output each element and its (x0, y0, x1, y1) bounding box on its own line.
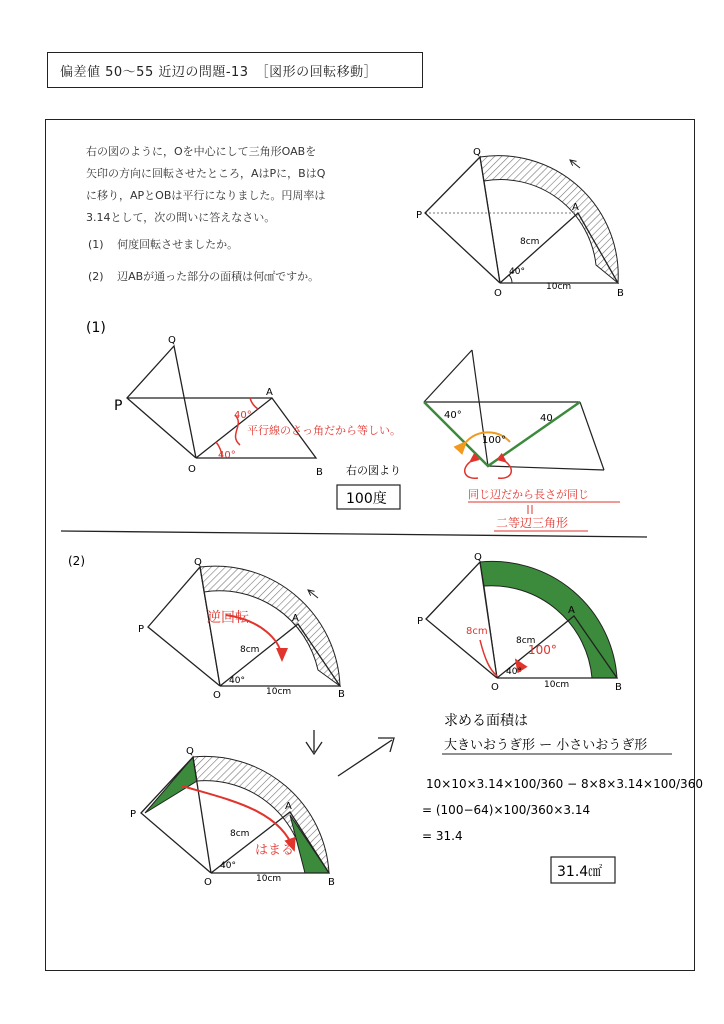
red-arc-right (498, 462, 511, 478)
triangle-OPQ (127, 346, 196, 458)
label-B: B (328, 877, 335, 888)
question-2-text: 辺ABが通った部分の面積は何㎠ですか。 (117, 270, 320, 283)
label-A: A (568, 605, 575, 616)
swept-region (480, 156, 618, 283)
label-8cm-red: 8cm (466, 626, 488, 637)
label-P: P (138, 624, 145, 635)
label-40deg-top: 40° (234, 410, 252, 421)
label-A: A (572, 202, 579, 213)
label-Q: Q (194, 557, 202, 568)
part2-heading: (2) (68, 554, 85, 568)
rotation-arrow (308, 590, 318, 598)
problem-line: に移り，APとOBは平行になりました。円周率は (86, 189, 326, 202)
figure-part1-right (424, 350, 620, 531)
question-2-number: (2) (88, 270, 104, 283)
label-O: O (491, 682, 499, 693)
answer1-text: 100度 (346, 491, 387, 507)
label-100deg: 100° (482, 435, 507, 446)
swept-region (200, 566, 340, 686)
figure-part1-left (114, 335, 401, 478)
calc-line-2: = (100−64)×100/360×3.14 (422, 803, 591, 817)
label-A: A (285, 801, 292, 812)
label-Q: Q (473, 147, 481, 158)
label-40: 40 (540, 413, 553, 424)
segment-inner (204, 592, 220, 686)
label-8cm: 8cm (230, 829, 250, 839)
label-40deg: 40° (506, 667, 522, 677)
from-figure-note: 右の図より (346, 464, 401, 477)
transition-arrows (306, 730, 394, 776)
rotation-arrow (570, 160, 580, 168)
label-40deg: 40° (444, 410, 462, 421)
fits-label: はまる (255, 843, 295, 858)
green-wedge-top (145, 757, 197, 813)
page-title-text: 偏差値 50〜55 近辺の問題-13 ［図形の回転移動］ (60, 64, 378, 80)
label-100deg-red: 100° (528, 643, 557, 657)
part1-heading: (1) (86, 320, 106, 336)
label-8cm: 8cm (520, 237, 540, 247)
label-Q: Q (168, 335, 176, 346)
label-B: B (617, 288, 624, 299)
reverse-rotation-label: 逆回転 (207, 610, 249, 626)
segment-QO (472, 350, 488, 466)
label-O: O (494, 288, 502, 299)
label-8cm: 8cm (240, 645, 260, 655)
calc-line-3: = 31.4 (422, 829, 463, 843)
label-O: O (188, 464, 196, 475)
answer2-text: 31.4㎠ (557, 864, 603, 880)
parallel-note: 平行線のさっ角だから等しい。 (247, 424, 401, 437)
problem-line: 右の図のように，Oを中心にして三角形OABを (86, 145, 317, 158)
label-40deg: 40° (229, 676, 245, 686)
label-B: B (338, 689, 345, 700)
isosceles-note: 同じ辺だから長さが同じ (468, 488, 589, 501)
label-40deg-bottom: 40° (218, 450, 236, 461)
figure-original (416, 147, 624, 299)
figure-part2-bottom (130, 746, 335, 888)
label-10cm: 10cm (266, 687, 292, 697)
label-8cm: 8cm (516, 636, 536, 646)
label-B: B (316, 467, 323, 478)
label-A: A (292, 613, 299, 624)
label-B: B (615, 682, 622, 693)
down-arrow-icon (306, 730, 322, 754)
area-calculation (422, 712, 703, 883)
label-P: P (416, 210, 423, 221)
calc-line-1: 10×10×3.14×100/360 − 8×8×3.14×100/360 (426, 777, 703, 791)
problem-line: 矢印の方向に回転させたところ，AはPに，BはQ (86, 167, 326, 180)
label-P: P (114, 398, 123, 414)
isosceles-result: 二等辺三角形 (496, 516, 569, 530)
area-description: 大きいおうぎ形 ー 小さいおうぎ形 (444, 738, 648, 753)
label-O: O (213, 690, 221, 701)
segment-OA-inner (484, 181, 500, 283)
up-right-arrow-icon (338, 738, 394, 776)
problem-line: 3.14として，次の問いに答えなさい。 (86, 211, 276, 224)
label-10cm: 10cm (256, 874, 282, 884)
label-A: A (266, 387, 273, 398)
label-40deg: 40° (509, 267, 525, 277)
angle-arc-top (250, 398, 258, 409)
area-title: 求める面積は (444, 713, 528, 729)
section-divider (61, 531, 647, 537)
label-10cm: 10cm (546, 282, 572, 292)
label-10cm: 10cm (544, 680, 570, 690)
label-P: P (417, 616, 424, 627)
figure-part2-topleft (138, 557, 345, 701)
question-1-number: (1) (88, 238, 104, 251)
figure-part2-topright (417, 552, 622, 693)
question-1-text: 何度回転させましたか。 (117, 238, 239, 251)
label-Q: Q (474, 552, 482, 563)
shaded-ring (480, 561, 617, 678)
label-Q: Q (186, 746, 194, 757)
segment-OB (488, 466, 604, 470)
segment-PQ (424, 350, 472, 402)
red-arc-left (465, 462, 478, 478)
label-O: O (204, 877, 212, 888)
label-P: P (130, 809, 137, 820)
label-40deg: 40° (220, 861, 236, 871)
segment-AB (580, 402, 604, 470)
